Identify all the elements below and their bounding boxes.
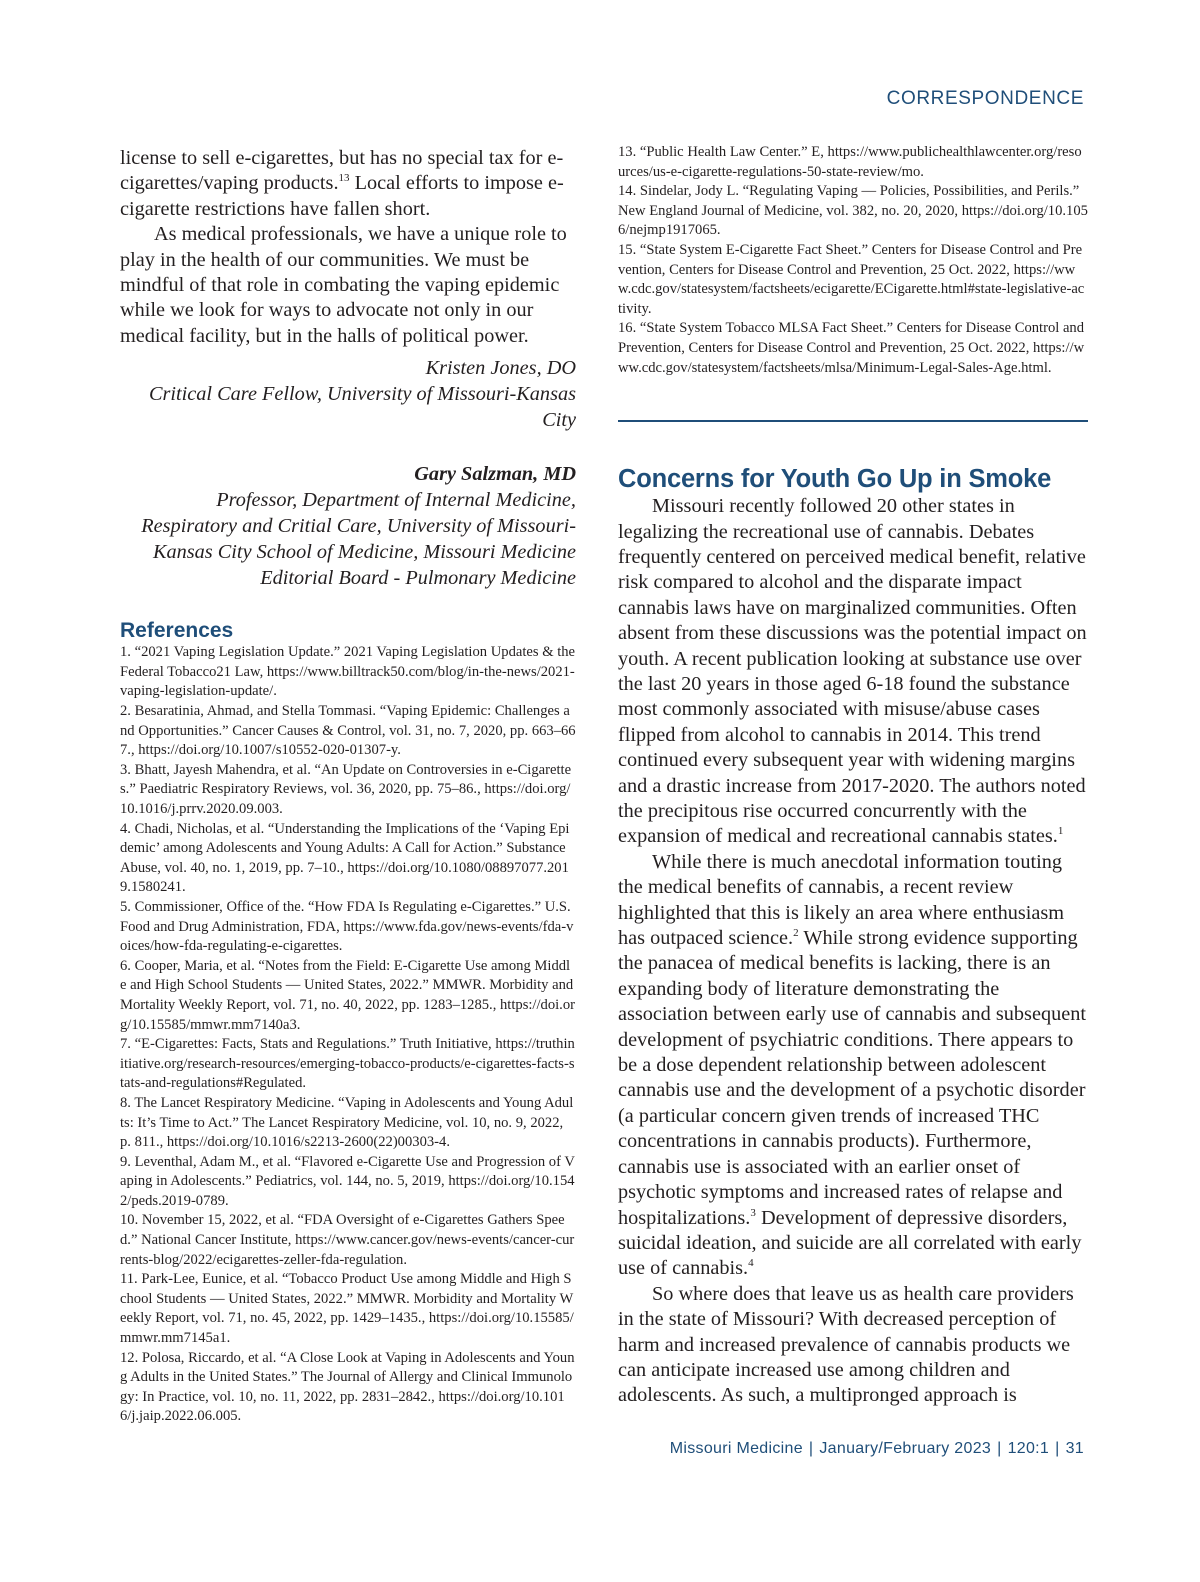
reference-item: 8. The Lancet Respiratory Medicine. “Vaping in Adolescents and Young Adults: It’s Time to Act.” The Lancet Respiratory Medicine, vol. 10, no. 9, 2022, p. 811., https://doi.org/10.1016/s2213-2600(22)00303-4. xyxy=(120,1094,574,1151)
reference-item: 2. Besaratinia, Ahmad, and Stella Tommasi. “Vaping Epidemic: Challenges and Opportunities.” Cancer Causes & Control, vol. 31, no. 7, 2020, pp. 663–667., https://doi.org/10.1007/s10552-020-01307-y. xyxy=(120,703,576,759)
reference-item: 3. Bhatt, Jayesh Mahendra, et al. “An Update on Controversies in e-Cigarettes.” Paediatric Respiratory Reviews, vol. 36, 2020, pp. 75–86., https://doi.org/10.1016/j.prrv.2020.09.003. xyxy=(120,761,572,817)
references-continued xyxy=(618,143,1088,378)
reference-item: 1. “2021 Vaping Legislation Update.” 2021 Vaping Legislation Updates & the Federal Tobacco21 Law, https://www.billtrack50.com/blog/in-the-news/2021-vaping-legislation-update/. xyxy=(120,644,576,700)
reference-item: 15. “State System E-Cigarette Fact Sheet.” Centers for Disease Control and Prevention, Centers for Disease Control and Prevention, 25 Oct. 2022, https://www.cdc.gov/statesystem/factsheets/ecigarette/ECigarette.html#state-legislative-activity. xyxy=(618,241,1085,317)
issue-date: January/February 2023 xyxy=(819,1440,992,1457)
letter-paragraph: As medical professionals, we have a unique role to play in the health of our communities. We must be mindful of that role in combating the vaping epidemic while we look for ways to advocate not only in our medical facility, but in the halls of political power. xyxy=(120,223,567,347)
letter-paragraph: license to sell e-cigarettes, but has no special tax for e-cigarettes/vaping products.$^{13}$ Local efforts to impose e-cigarette restrictions have fallen short. xyxy=(120,147,564,220)
reference-item: 7. “E-Cigarettes: Facts, Stats and Regulations.” Truth Initiative, https://truthinitiative.org/research-resources/emerging-tobacco-products/e-cigarettes-facts-stats-and-regulations#Regulated. xyxy=(120,1036,575,1092)
author-affiliation: Critical Care Fellow, University of Missouri-Kansas City xyxy=(148,383,576,432)
author-name: Kristen Jones, DO xyxy=(425,357,576,380)
page-number: 31 xyxy=(1065,1440,1084,1457)
left-column xyxy=(120,146,576,1427)
signature-block-1 xyxy=(120,355,576,433)
reference-item: 9. Leventhal, Adam M., et al. “Flavored e-Cigarette Use and Progression of Vaping in Adolescents.” Pediatrics, vol. 144, no. 5, 2019, https://doi.org/10.1542/peds.2019-0789. xyxy=(120,1153,575,1209)
section-divider xyxy=(618,420,1088,422)
article-paragraph: Missouri recently followed 20 other states in legalizing the recreational use of cannabis. Debates frequently centered on perceived medical benefit, relative risk compared to alcohol and the disparate impact cannabis laws have on marginalized communities. Often absent from these discussions was the potential impact on youth. A recent publication looking at substance use over the last 20 years in those aged 6-18 found the substance most commonly associated with misuse/abuse cases flipped from alcohol to cannabis in 2014. This trend continued every subsequent year with widening margins and a drastic increase from 2017-2020. The authors noted the precipitous rise occurred concurrently with the expansion of medical and recreational cannabis states.$^1$ xyxy=(618,495,1087,848)
footer-separator: | xyxy=(1055,1440,1060,1457)
reference-item: 13. “Public Health Law Center.” E, https://www.publichealthlawcenter.org/resources/us-e-cigarette-regulations-50-state-review/mo. xyxy=(618,144,1082,180)
article-paragraph: While there is much anecdotal information touting the medical benefits of cannabis, a recent review highlighted that this is likely an area where enthusiasm has outpaced science.$^2$ While strong evidence supporting the panacea of medical benefits is lacking, there is an expanding body of literature demonstrating the association between early use of cannabis and subsequent development of psychiatric conditions. There appears to be a dose dependent relationship between adolescent cannabis use and the development of a psychotic disorder (a particular concern given trends of increased THC concentrations in cannabis products). Furthermore, cannabis use is associated with an earlier onset of psychotic symptoms and increased rates of relapse and hospitalizations.$^3$ Development of depressive disorders, suicidal ideation, and suicide are all correlated with early use of cannabis.$^4$ xyxy=(618,850,1087,1280)
article-title: Concerns for Youth Go Up in Smoke xyxy=(618,465,1052,494)
author-affiliation: Professor, Department of Internal Medicine, Respiratory and Critial Care, University of Missouri-Kansas City School of Medicine, Missouri Medicine Editorial Board - Pulmonary Medicine xyxy=(141,489,576,590)
reference-item: 4. Chadi, Nicholas, et al. “Understanding the Implications of the ‘Vaping Epidemic’ among Adolescents and Young Adults: A Call for Action.” Substance Abuse, vol. 40, no. 1, 2019, pp. 7–10., https://doi.org/10.1080/08897077.2019.1580241. xyxy=(120,820,570,896)
page-footer xyxy=(670,1440,1084,1458)
reference-item: 10. November 15, 2022, et al. “FDA Oversight of e-Cigarettes Gathers Speed.” National Cancer Institute, https://www.cancer.gov/news-events/cancer-currents-blog/2022/ecigarettes-zeller-fda-regulation. xyxy=(120,1212,575,1268)
footer-separator: | xyxy=(808,1440,814,1457)
references-list xyxy=(120,643,576,1427)
section-label: CORRESPONDENCE xyxy=(886,88,1084,109)
reference-item: 12. Polosa, Riccardo, et al. “A Close Look at Vaping in Adolescents and Young Adults in the United States.” The Journal of Allergy and Clinical Immunology: In Practice, vol. 10, no. 11, 2022, pp. 2831–2842., https://doi.org/10.1016/j.jaip.2022.06.005. xyxy=(120,1349,575,1425)
reference-item: 16. “State System Tobacco MLSA Fact Sheet.” Centers for Disease Control and Prevention, Centers for Disease Control and Prevention, 25 Oct. 2022, https://www.cdc.gov/statesystem/factsheets/mlsa/Minimum-Legal-Sales-Age.html. xyxy=(618,320,1085,376)
article-paragraph: So where does that leave us as health care providers in the state of Missouri? With decreased perception of harm and increased prevalence of cannabis products we can anticipate increased use among children and adolescents. As such, a multipronged approach is xyxy=(618,1282,1074,1407)
reference-item: 6. Cooper, Maria, et al. “Notes from the Field: E-Cigarette Use among Middle and High School Students — United States, 2022.” MMWR. Morbidity and Mortality Weekly Report, vol. 71, no. 40, 2022, pp. 1283–1285., https://doi.org/10.15585/mmwr.mm7140a3. xyxy=(120,957,575,1033)
journal-name: Missouri Medicine xyxy=(669,1440,803,1457)
letter-body xyxy=(120,146,576,349)
footer-separator: | xyxy=(997,1440,1002,1457)
references-heading: References xyxy=(120,619,234,643)
signature-block-2 xyxy=(120,461,576,591)
author-name: Gary Salzman, MD xyxy=(414,463,576,486)
volume-issue: 120:1 xyxy=(1007,1440,1050,1457)
reference-item: 5. Commissioner, Office of the. “How FDA Is Regulating e-Cigarettes.” U.S. Food and Drug Administration, FDA, https://www.fda.gov/news-events/fda-voices/how-fda-regulating-e-cigarettes. xyxy=(120,898,574,955)
reference-item: 11. Park-Lee, Eunice, et al. “Tobacco Product Use among Middle and High School Students — United States, 2022.” MMWR. Morbidity and Mortality Weekly Report, vol. 71, no. 45, 2022, pp. 1429–1435., https://doi.org/10.15585/mmwr.mm7145a1. xyxy=(120,1271,574,1347)
reference-item: 14. Sindelar, Jody L. “Regulating Vaping — Policies, Possibilities, and Perils.” New England Journal of Medicine, vol. 382, no. 20, 2020, https://doi.org/10.1056/nejmp1917065. xyxy=(618,183,1088,239)
right-column xyxy=(618,143,1088,1409)
article-body xyxy=(618,494,1088,1409)
